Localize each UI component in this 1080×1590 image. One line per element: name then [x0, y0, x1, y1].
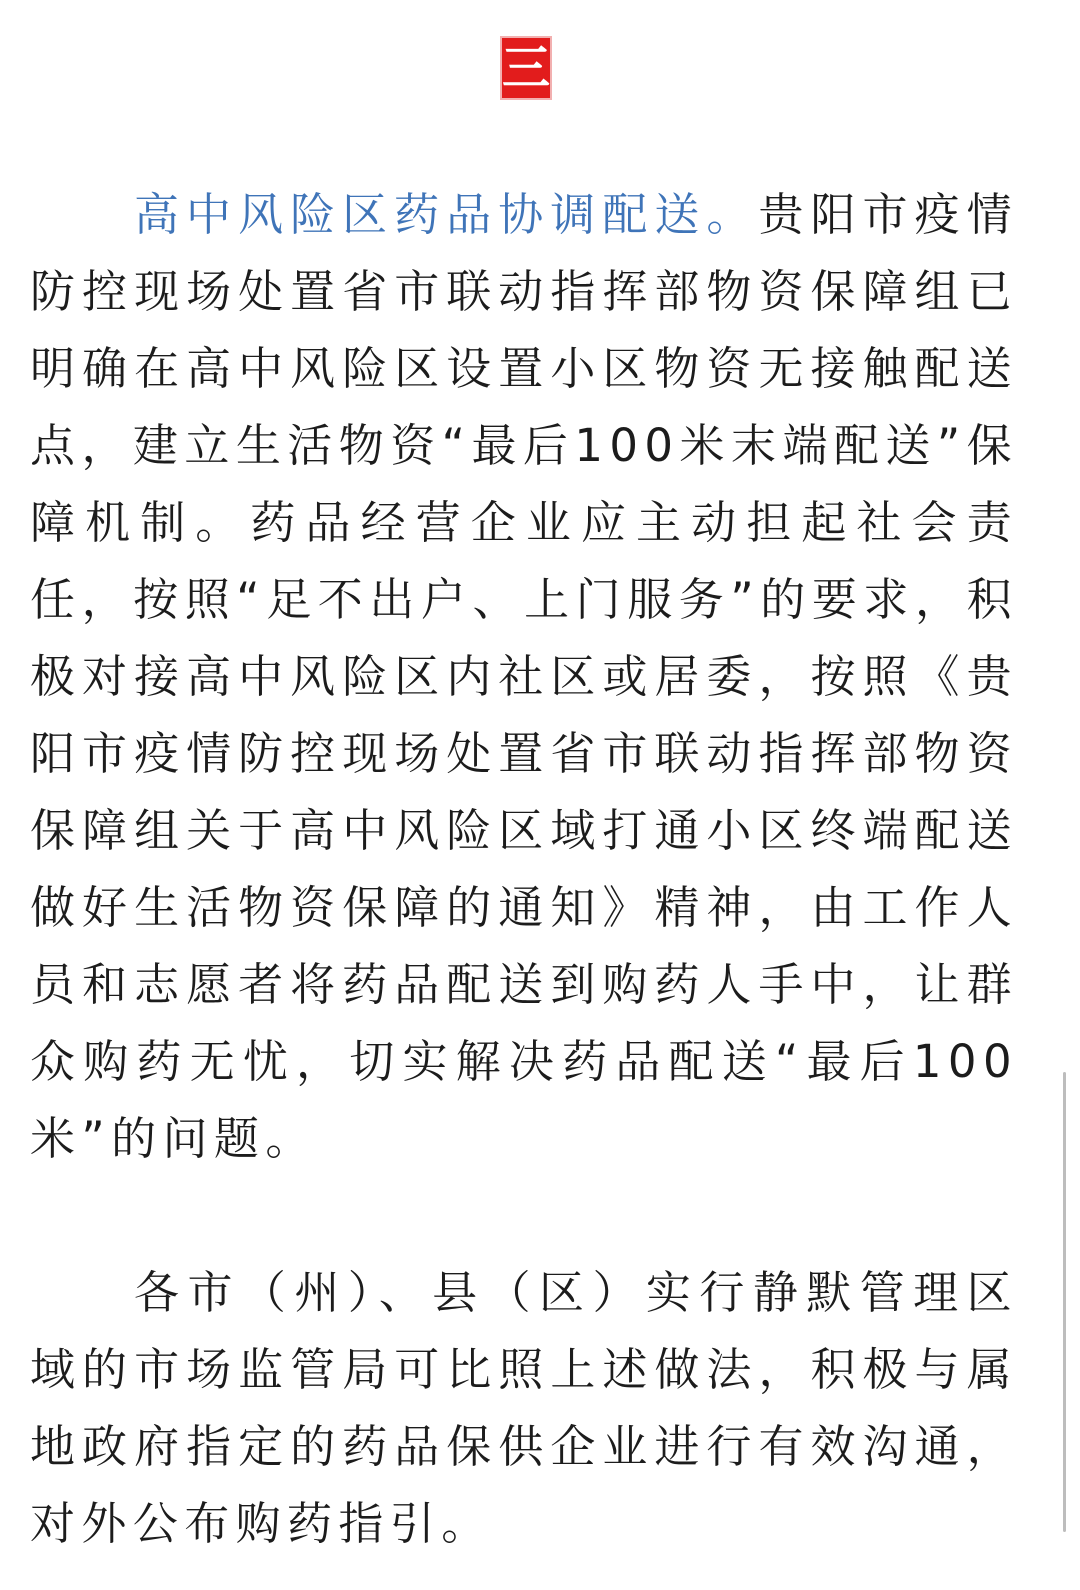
- article-body: [30, 176, 1018, 1562]
- paragraph-text: 各市（州）、县（区）实行静默管理区域的市场监管局可比照上述做法，积极与属地政府指定的药品保供企业进行有效沟通，对外公布购药指引。: [30, 1266, 1018, 1550]
- paragraph-delivery: [30, 176, 1018, 1177]
- paragraph-local-guidance: [30, 1254, 1018, 1562]
- paragraph-text: 贵阳市疫情防控现场处置省市联动指挥部物资保障组已明确在高中风险区设置小区物资无接触配送点，建立生活物资“最后100米末端配送”保障机制。药品经营企业应主动担起社会责任，按照“足不出户、上门服务”的要求，积极对接高中风险区内社区或居委，按照《贵阳市疫情防控现场处置省市联动指挥部物资保障组关于高中风险区域打通小区终端配送做好生活物资保障的通知》精神，由工作人员和志愿者将药品配送到购药人手中，让群众购药无忧，切实解决药品配送“最后100米”的问题。: [30, 188, 1018, 1165]
- section-number-badge: 三: [500, 36, 552, 100]
- scrollbar[interactable]: [1063, 1072, 1066, 1532]
- paragraph-heading: 高中风险区药品协调配送。: [134, 188, 759, 241]
